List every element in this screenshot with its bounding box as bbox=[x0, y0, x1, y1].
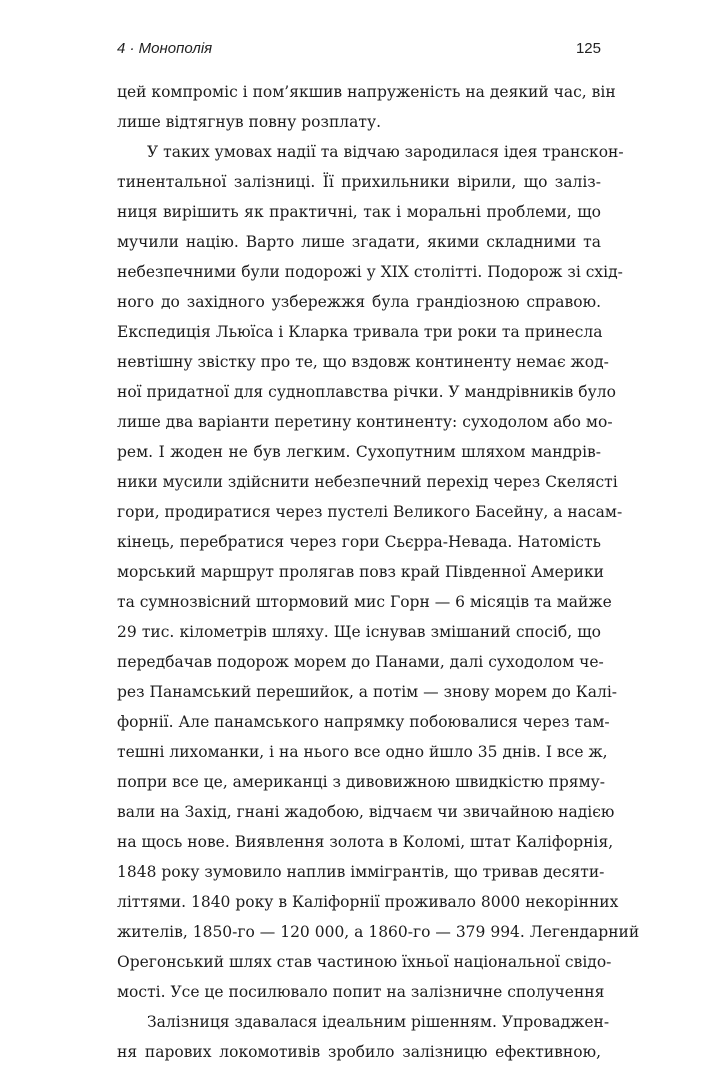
text-line: невтішну звістку про те, що вздовж континенту немає жод- bbox=[117, 353, 609, 371]
text-line: вали на Захід, гнані жадобою, відчаєм чи звичайною надією bbox=[117, 803, 615, 821]
text-line: на щось нове. Виявлення золота в Коломі, штат Каліфорнія, bbox=[117, 833, 614, 851]
text-line: ники мусили здійснити небезпечний перехід через Скелясті bbox=[117, 473, 618, 491]
text-line: тинентальної залізниці. Її прихильники вірили, що заліз- bbox=[117, 173, 601, 191]
text-line: мості. Усе це посилювало попит на залізничне сполучення bbox=[117, 983, 605, 1001]
text-line: гори, продиратися через пустелі Великого Басейну, а насам- bbox=[117, 503, 623, 521]
page-number: 125 bbox=[575, 40, 601, 57]
text-line: цей компроміс і пом’якшив напруженість на деякий час, він bbox=[117, 83, 616, 101]
text-line: Орегонський шлях став частиною їхньої національної свідо- bbox=[117, 953, 612, 971]
body-text bbox=[117, 77, 640, 1067]
text-line: літтями. 1840 року в Каліфорнії проживало 8000 некорінних bbox=[117, 893, 619, 911]
text-line: попри все це, американці з дивовижною швидкістю пряму- bbox=[117, 773, 606, 791]
text-line: 29 тис. кілометрів шляху. Ще існував змішаний спосіб, що bbox=[117, 623, 601, 641]
text-line: небезпечними були подорожі у XIX столітті. Подорож зі схід- bbox=[117, 263, 623, 281]
text-line: 1848 року зумовило наплив іммігрантів, що тривав десяти- bbox=[117, 863, 605, 881]
text-line: передбачав подорож морем до Панами, далі суходолом че- bbox=[117, 653, 604, 671]
paragraph-1 bbox=[117, 77, 616, 137]
text-line: морський маршрут пролягав повз край Південної Америки bbox=[117, 563, 605, 581]
text-line: ня парових локомотивів зробило залізницю ефективною, bbox=[117, 1043, 601, 1061]
text-line: У таких умовах надії та відчаю зародилася ідея транскон- bbox=[147, 143, 624, 161]
text-line: жителів, 1850-го — 120 000, а 1860-го — 379 994. Легендарний bbox=[117, 923, 640, 941]
text-line: тешні лихоманки, і на нього все одно йшло 35 днів. І все ж, bbox=[117, 743, 608, 761]
running-head bbox=[117, 40, 601, 62]
paragraph-3 bbox=[117, 1007, 610, 1067]
text-line: ної придатної для судноплавства річки. У мандрівників було bbox=[117, 383, 616, 401]
text-line: та сумнозвісний штормовий мис Горн — 6 місяців та майже bbox=[117, 593, 612, 611]
text-line: ного до західного узбережжя була грандіозною справою. bbox=[117, 293, 601, 311]
text-line: мучили націю. Варто лише згадати, якими складними та bbox=[117, 233, 601, 251]
text-line: Залізниця здавалася ідеальним рішенням. Упроваджен- bbox=[147, 1013, 610, 1031]
paragraph-2 bbox=[117, 137, 640, 1007]
text-line: лише два варіанти перетину континенту: суходолом або мо- bbox=[117, 413, 613, 431]
text-line: рем. І жоден не був легким. Сухопутним шляхом мандрів- bbox=[117, 443, 601, 461]
text-line: Експедиція Льюїса і Кларка тривала три роки та принесла bbox=[117, 323, 603, 341]
text-line: рез Панамський перешийок, а потім — знову морем до Калі- bbox=[117, 683, 618, 701]
text-line: ниця вирішить як практичні, так і моральні проблеми, що bbox=[117, 203, 601, 221]
text-line: кінець, перебратися через гори Сьєрра-Невада. Натомість bbox=[117, 533, 601, 551]
text-line: форнії. Але панамського напрямку побоювалися через там- bbox=[117, 713, 610, 731]
text-line: лише відтягнув повну розплату. bbox=[117, 113, 382, 131]
chapter-title: 4 · Монополія bbox=[117, 40, 213, 57]
